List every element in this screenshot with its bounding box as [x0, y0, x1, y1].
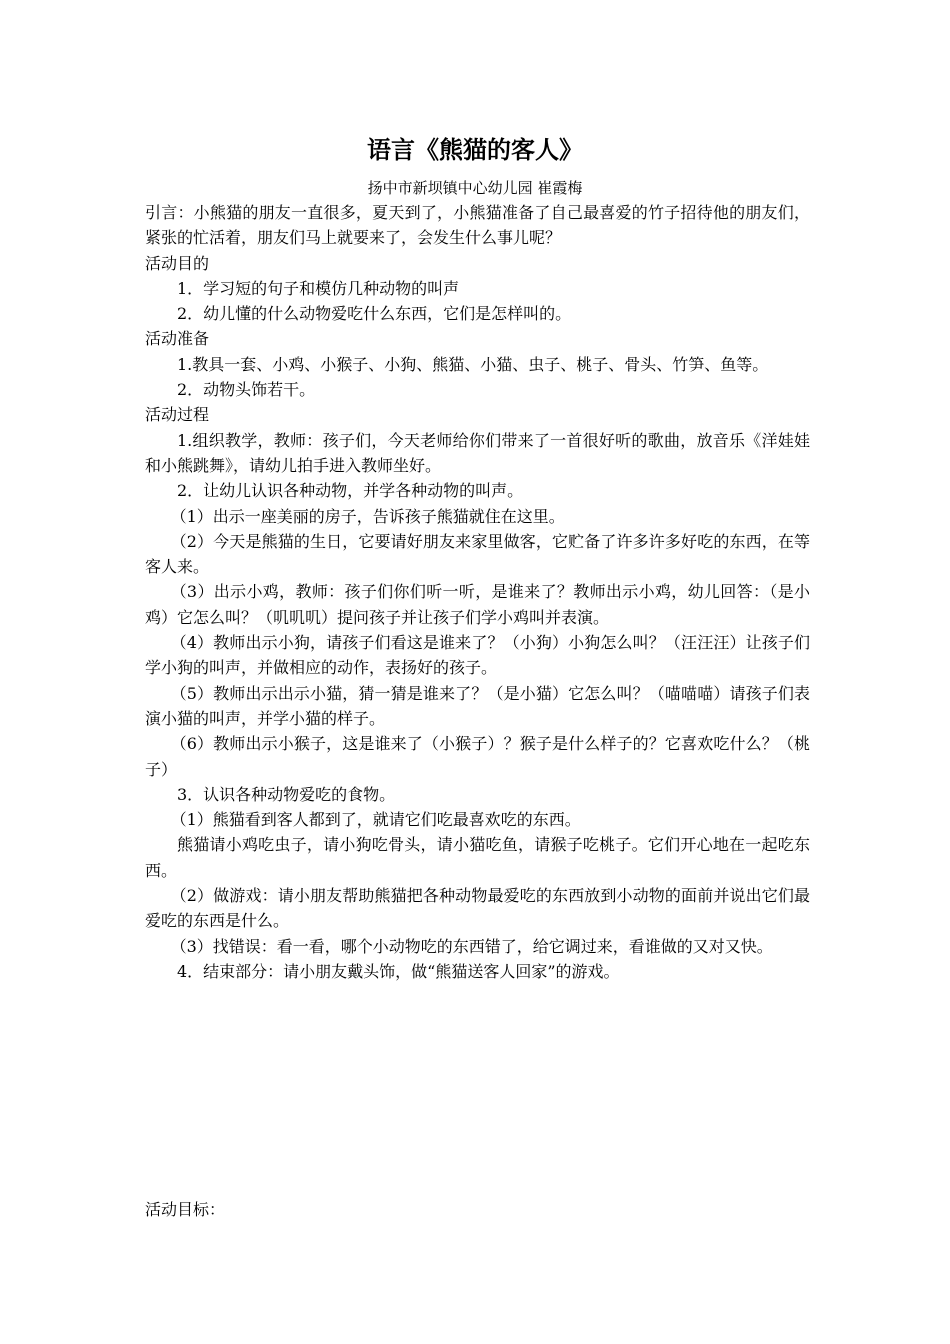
process-step-1: 1.组织教学，教师：孩子们，今天老师给你们带来了一首很好听的歌曲，放音乐《洋娃娃和小熊跳舞》，请幼儿拍手进入教师坐好。: [145, 430, 810, 475]
process-step-2-2: （2）今天是熊猫的生日，它要请好朋友来家里做客，它贮备了许多许多好吃的东西，在等客人来。: [145, 531, 810, 577]
goals-heading: 活动目的: [145, 253, 210, 273]
process-step-3-2: （2）做游戏：请小朋友帮助熊猫把各种动物最爱吃的东西放到小动物的面前并说出它们最爱吃的东西是什么。: [145, 886, 810, 931]
process-step-2-5: （5）教师出示出示小猫，猜一猜是谁来了？（是小猫）它怎么叫？（喵喵喵）请孩子们表演小猫的叫声，并学小猫的样子。: [145, 683, 810, 728]
process-step-2-1: （1）出示一座美丽的房子，告诉孩子熊猫就住在这里。: [170, 506, 565, 526]
process-step-3-1: （1）熊猫看到客人都到了，就请它们吃最喜欢吃的东西。: [170, 810, 581, 830]
document-body: [145, 200, 810, 984]
process-step-3-1b: 熊猫请小鸡吃虫子，请小狗吃骨头，请小猫吃鱼，请猴子吃桃子。它们开心地在一起吃东西。: [145, 835, 810, 880]
prep-heading: 活动准备: [145, 329, 210, 349]
process-heading: 活动过程: [145, 405, 210, 425]
prep-item-2: 2．动物头饰若干。: [177, 380, 316, 400]
document-author: 扬中市新坝镇中心幼儿园 崔霞梅: [367, 179, 583, 197]
document-title: 语言《熊猫的客人》: [367, 135, 583, 164]
prep-item-1: 1.教具一套、小鸡、小猴子、小狗、熊猫、小猫、虫子、桃子、骨头、竹笋、鱼等。: [177, 354, 769, 374]
process-step-3-3: （3）找错误：看一看，哪个小动物吃的东西错了，给它调过来，看谁做的又对又快。: [170, 936, 773, 956]
intro-paragraph: 引言：小熊猫的朋友一直很多，夏天到了，小熊猫准备了自己最喜爱的竹子招待他的朋友们，紧张的忙活着，朋友们马上就要来了，会发生什么事儿呢？: [145, 203, 810, 248]
goal-item-1: 1．学习短的句子和模仿几种动物的叫声: [177, 278, 460, 298]
process-step-2: 2．让幼儿认识各种动物，并学各种动物的叫声。: [177, 481, 524, 501]
process-step-2-3: （3）出示小鸡，教师：孩子们你们听一听，是谁来了？教师出示小鸡，幼儿回答：（是小鸡）它怎么叫？（叽叽叽）提问孩子并让孩子们学小鸡叫并表演。: [145, 582, 810, 627]
activity-goals-label: 活动目标：: [145, 1200, 226, 1219]
process-step-4: 4．结束部分：请小朋友戴头饰，做“熊猫送客人回家”的游戏。: [177, 961, 620, 981]
goal-item-2: 2．幼儿懂的什么动物爱吃什么东西，它们是怎样叫的。: [177, 304, 572, 324]
process-step-3: 3．认识各种动物爱吃的食物。: [177, 784, 396, 804]
process-step-2-6: （6）教师出示小猴子，这是谁来了（小猴子）？猴子是什么样子的？它喜欢吃什么？（桃子）: [145, 734, 810, 779]
process-step-2-4: （4）教师出示小狗，请孩子们看这是谁来了？（小狗）小狗怎么叫？（汪汪汪）让孩子们学小狗的叫声，并做相应的动作，表扬好的孩子。: [145, 633, 810, 678]
